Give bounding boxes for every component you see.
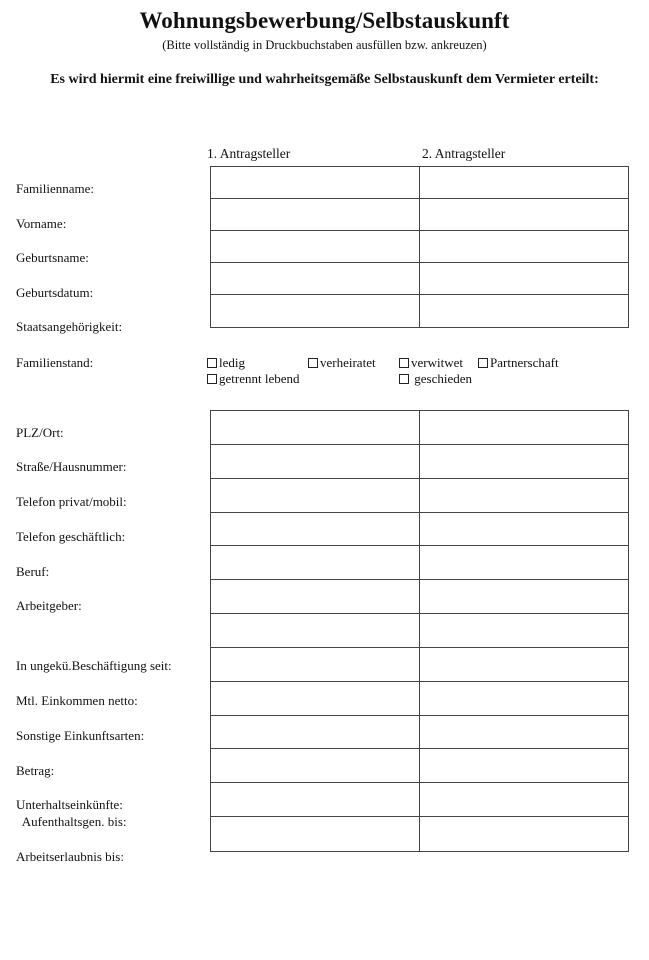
field-arbeitgeber-applicant-2[interactable] (420, 580, 628, 614)
field-strasse-applicant-2[interactable] (420, 445, 628, 479)
field-telefon-privat-applicant-2[interactable] (420, 479, 628, 513)
field-unterhaltseinkuenfte-applicant-2[interactable] (420, 783, 628, 817)
field-strasse-applicant-1[interactable] (211, 445, 420, 479)
checkbox-partnerschaft[interactable] (478, 355, 559, 371)
field-aufenthaltsgenehmigung-applicant-2[interactable] (420, 817, 628, 851)
form-title: Wohnungsbewerbung/Selbstauskunft (139, 8, 510, 33)
field-arbeitgeber-applicant-1[interactable] (211, 580, 420, 614)
label-aufenthaltsgenehmigung-bis: Aufenthaltsgen. bis: (16, 814, 127, 829)
checkbox-getrennt-lebend[interactable] (207, 371, 300, 387)
field-betrag-applicant-1[interactable] (211, 749, 420, 783)
field-geburtsdatum-applicant-1[interactable] (211, 263, 420, 295)
option-label-partnerschaft: Partnerschaft (490, 355, 559, 370)
label-telefon-privat: Telefon privat/mobil: (16, 494, 127, 509)
field-geburtsdatum-applicant-2[interactable] (420, 263, 628, 295)
label-vorname: Vorname: (16, 216, 67, 231)
field-telefon-geschaeftlich-applicant-1[interactable] (211, 513, 420, 547)
label-beschaeftigung-seit: In ungekü.Beschäftigung seit: (16, 658, 172, 673)
checkbox-box[interactable] (399, 358, 409, 368)
label-unterhaltseinkuenfte: Unterhaltseinkünfte: (16, 797, 123, 812)
field-sonstige-einkunftsarten-applicant-1[interactable] (211, 716, 420, 750)
label-beruf: Beruf: (16, 564, 50, 579)
checkbox-verheiratet[interactable] (308, 355, 376, 371)
label-staatsangehoerigkeit: Staatsangehörigkeit: (16, 319, 123, 334)
label-betrag: Betrag: (16, 763, 55, 778)
field-arbeitgeber-extra-applicant-1[interactable] (211, 614, 420, 648)
declaration-text: Es wird hiermit eine freiwillige und wahrheitsgemäße Selbstauskunft dem Vermieter erteilt: (50, 72, 599, 87)
field-staatsangehoerigkeit-applicant-2[interactable] (420, 295, 628, 327)
field-unterhaltseinkuenfte-applicant-1[interactable] (211, 783, 420, 817)
field-telefon-privat-applicant-1[interactable] (211, 479, 420, 513)
label-familienstand: Familienstand: (16, 355, 94, 370)
label-arbeitserlaubnis-bis: Arbeitserlaubnis bis: (16, 849, 124, 864)
field-beruf-applicant-1[interactable] (211, 546, 420, 580)
field-beschaeftigung-seit-applicant-2[interactable] (420, 648, 628, 682)
field-staatsangehoerigkeit-applicant-1[interactable] (211, 295, 420, 327)
checkbox-box[interactable] (308, 358, 318, 368)
checkbox-box[interactable] (207, 358, 217, 368)
personal-data-grid (210, 166, 629, 328)
field-einkommen-applicant-1[interactable] (211, 682, 420, 716)
label-geburtsdatum: Geburtsdatum: (16, 285, 94, 300)
label-arbeitgeber: Arbeitgeber: (16, 598, 82, 613)
column-header-applicant-2: 2. Antragsteller (422, 146, 506, 161)
field-sonstige-einkunftsarten-applicant-2[interactable] (420, 716, 628, 750)
column-header-applicant-1: 1. Antragsteller (207, 146, 291, 161)
field-familienname-applicant-1[interactable] (211, 167, 420, 199)
field-einkommen-applicant-2[interactable] (420, 682, 628, 716)
field-betrag-applicant-2[interactable] (420, 749, 628, 783)
label-familienname: Familienname: (16, 181, 94, 196)
checkbox-box[interactable] (399, 374, 409, 384)
option-label-verheiratet: verheiratet (320, 355, 376, 370)
form-subtitle: (Bitte vollständig in Druckbuchstaben ausfüllen bzw. ankreuzen) (162, 38, 487, 52)
checkbox-box[interactable] (207, 374, 217, 384)
field-arbeitgeber-extra-applicant-2[interactable] (420, 614, 628, 648)
option-label-ledig: ledig (219, 355, 245, 370)
field-vorname-applicant-2[interactable] (420, 199, 628, 231)
field-beschaeftigung-seit-applicant-1[interactable] (211, 648, 420, 682)
label-sonstige-einkunftsarten: Sonstige Einkunftsarten: (16, 728, 145, 743)
checkbox-verwitwet[interactable] (399, 355, 463, 371)
field-geburtsname-applicant-2[interactable] (420, 231, 628, 263)
option-label-geschieden: geschieden (411, 371, 473, 386)
option-label-verwitwet: verwitwet (411, 355, 463, 370)
label-plz-ort: PLZ/Ort: (16, 425, 64, 440)
label-einkommen-netto: Mtl. Einkommen netto: (16, 693, 138, 708)
option-label-getrennt-lebend: getrennt lebend (219, 371, 300, 386)
label-geburtsname: Geburtsname: (16, 250, 89, 265)
field-plz-ort-applicant-1[interactable] (211, 411, 420, 445)
field-beruf-applicant-2[interactable] (420, 546, 628, 580)
field-familienname-applicant-2[interactable] (420, 167, 628, 199)
field-telefon-geschaeftlich-applicant-2[interactable] (420, 513, 628, 547)
field-geburtsname-applicant-1[interactable] (211, 231, 420, 263)
field-plz-ort-applicant-2[interactable] (420, 411, 628, 445)
address-employment-grid (210, 410, 629, 852)
checkbox-geschieden[interactable] (399, 371, 472, 387)
label-telefon-geschaeftlich: Telefon geschäftlich: (16, 529, 126, 544)
checkbox-ledig[interactable] (207, 355, 245, 371)
checkbox-box[interactable] (478, 358, 488, 368)
field-vorname-applicant-1[interactable] (211, 199, 420, 231)
field-aufenthaltsgenehmigung-applicant-1[interactable] (211, 817, 420, 851)
label-strasse-hausnummer: Straße/Hausnummer: (16, 459, 127, 474)
